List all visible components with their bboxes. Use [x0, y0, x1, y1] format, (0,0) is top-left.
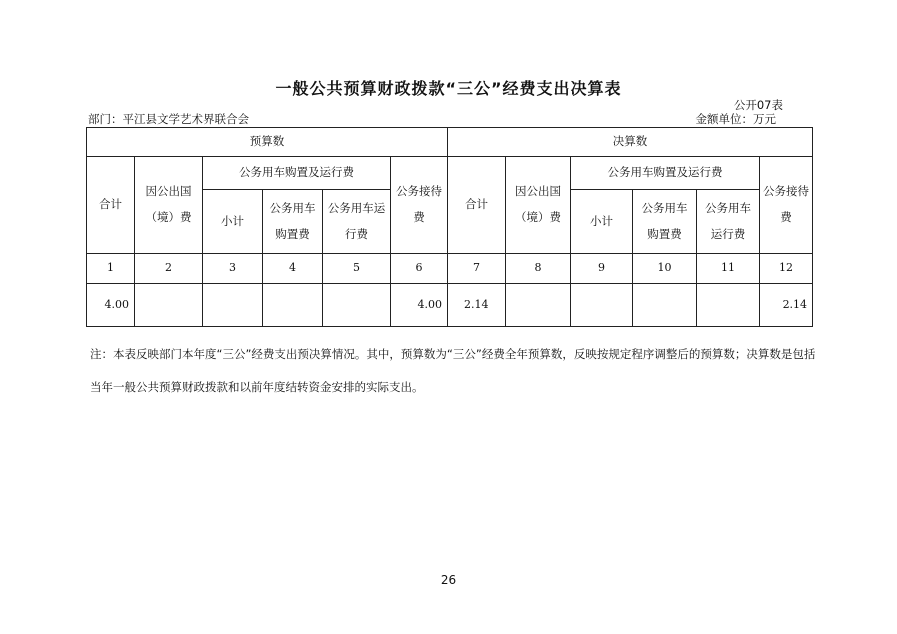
column-header-row	[87, 157, 813, 190]
form-number: 公开07表	[733, 98, 783, 112]
final-reception-header	[760, 157, 813, 254]
budget-subtotal-header: 小计	[203, 190, 263, 254]
amount-unit-label: 金额单位：万元	[695, 112, 776, 126]
value-cell	[633, 284, 697, 327]
value-row	[87, 284, 813, 327]
column-index-row	[87, 254, 813, 284]
value-cell	[135, 284, 203, 327]
index-cell: 1	[87, 254, 135, 284]
value-cell	[203, 284, 263, 327]
header-line-gap	[508, 200, 568, 210]
header-line: 运行费	[710, 226, 746, 241]
header-line: 费	[413, 210, 425, 224]
header-line: 公务用车	[705, 200, 752, 215]
header-line: （境）费	[145, 210, 192, 224]
final-group-header: 决算数	[448, 128, 813, 157]
index-cell: 6	[391, 254, 448, 284]
budget-operation-header	[323, 190, 391, 254]
index-cell: 7	[448, 254, 506, 284]
index-cell: 3	[203, 254, 263, 284]
header-line: 购置费	[275, 226, 310, 241]
final-abroad-header	[506, 157, 571, 254]
value-cell	[571, 284, 633, 327]
final-vehicle-header: 公务用车购置及运行费	[571, 157, 760, 190]
final-total-header: 合计	[448, 157, 506, 254]
index-cell: 11	[697, 254, 760, 284]
value-cell: 2.14	[760, 284, 813, 327]
header-line-gap	[265, 217, 320, 227]
group-header-row	[87, 128, 813, 157]
final-operation-header	[697, 190, 760, 254]
value-cell: 4.00	[391, 284, 448, 327]
budget-vehicle-header: 公务用车购置及运行费	[203, 157, 391, 190]
table-title: 一般公共预算财政拨款“三公”经费支出决算表	[275, 79, 622, 98]
budget-abroad-header	[135, 157, 203, 254]
three-public-expenses-table	[86, 127, 813, 327]
budget-purchase-header	[263, 190, 323, 254]
header-line-gap	[699, 217, 757, 227]
header-line: 费	[780, 210, 792, 224]
value-cell: 4.00	[87, 284, 135, 327]
budget-group-header: 预算数	[87, 128, 448, 157]
department-label: 部门：平江县文学艺术界联合会	[88, 112, 249, 126]
header-line: 公务接待	[763, 184, 810, 199]
page-number: 26	[440, 573, 457, 587]
value-cell	[506, 284, 571, 327]
header-line-gap	[635, 217, 694, 227]
value-cell	[323, 284, 391, 327]
budget-total-header: 合计	[87, 157, 135, 254]
header-line: 行费	[345, 226, 368, 241]
header-line: 公务接待	[396, 184, 443, 199]
table-note-line-1: 注：本表反映部门本年度“三公”经费支出预决算情况。其中，预算数为“三公”经费全年预算数，反映按规定程序调整后的预算数；决算数是包括	[90, 347, 816, 361]
header-line: 公务用车	[269, 200, 316, 215]
index-cell: 9	[571, 254, 633, 284]
index-cell: 10	[633, 254, 697, 284]
value-cell	[263, 284, 323, 327]
index-cell: 5	[323, 254, 391, 284]
header-line: 公务用车	[641, 200, 688, 215]
header-line: 因公出国	[145, 184, 192, 199]
final-purchase-header	[633, 190, 697, 254]
budget-reception-header	[391, 157, 448, 254]
table-note-line-2: 当年一般公共预算财政拨款和以前年度结转资金安排的实际支出。	[90, 380, 424, 394]
index-cell: 2	[135, 254, 203, 284]
header-line: 因公出国	[515, 184, 562, 199]
value-cell	[697, 284, 760, 327]
value-cell: 2.14	[448, 284, 506, 327]
index-cell: 12	[760, 254, 813, 284]
header-line-gap	[762, 200, 810, 210]
header-line-gap	[393, 200, 445, 210]
header-line-gap	[325, 217, 388, 227]
index-cell: 8	[506, 254, 571, 284]
index-cell: 4	[263, 254, 323, 284]
header-line: 公务用车运	[327, 200, 386, 215]
header-line-gap	[137, 200, 200, 210]
header-line: （境）费	[515, 210, 562, 224]
header-line: 购置费	[647, 226, 682, 241]
final-subtotal-header: 小计	[571, 190, 633, 254]
